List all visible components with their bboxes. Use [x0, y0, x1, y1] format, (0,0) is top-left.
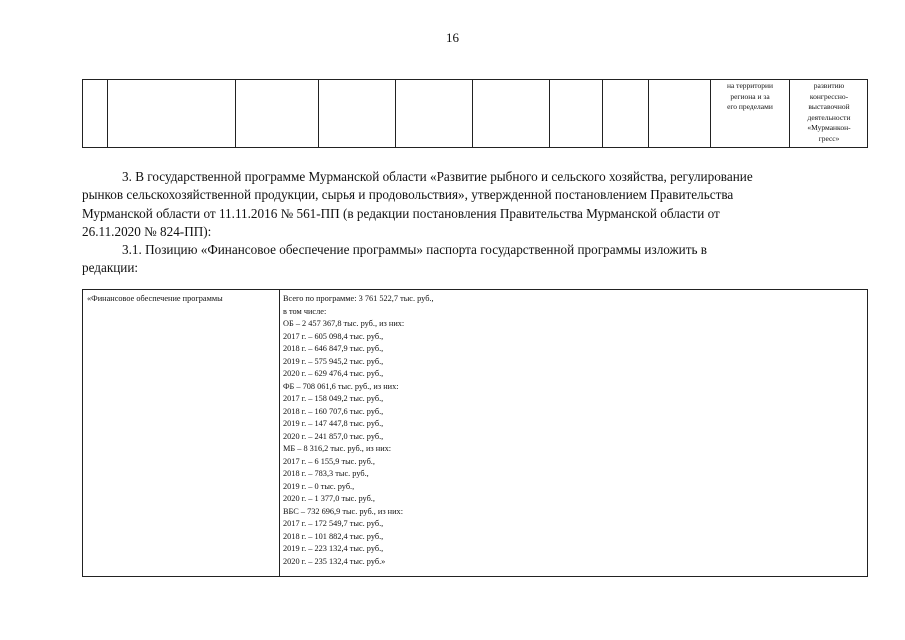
finance-line: 2017 г. – 605 098,4 тыс. руб.,: [283, 331, 384, 341]
finance-line: 2018 г. – 160 707,6 тыс. руб.,: [283, 406, 384, 416]
finance-line: в том числе:: [283, 306, 327, 316]
paragraph-line: редакции:: [82, 260, 139, 276]
finance-line: 2018 г. – 101 882,4 тыс. руб.,: [283, 531, 384, 541]
finance-line: 2017 г. – 172 549,7 тыс. руб.,: [283, 519, 384, 528]
finance-line: 2019 г. – 223 132,4 тыс. руб.,: [283, 544, 384, 553]
paragraph-item-3: [82, 168, 868, 241]
cell-line: на территории: [726, 81, 774, 90]
finance-line: ВБС – 732 696,9 тыс. руб., из них:: [283, 506, 404, 516]
table-column-divider: [395, 80, 396, 147]
paragraph-line: Мурманской области от 11.11.2016 № 561-ПП (в редакции постановления Правительства Мурманской области от: [82, 205, 720, 221]
table-cell-congress: [790, 81, 868, 144]
finance-line: 2020 г. – 241 857,0 тыс. руб.,: [283, 431, 384, 441]
cell-line: региона и за: [730, 91, 770, 101]
finance-line: 2020 г. – 629 476,4 тыс. руб.,: [283, 369, 384, 378]
table-column-divider: [472, 80, 473, 147]
cell-line: гресс»: [818, 133, 840, 143]
finance-line: 2018 г. – 783,3 тыс. руб.,: [283, 469, 369, 478]
table-column-divider: [318, 80, 319, 147]
paragraph-item-3-1: [82, 241, 868, 278]
table-column-divider: [235, 80, 236, 147]
paragraph-line: 3.1. Позицию «Финансовое обеспечение программы» паспорта государственной программы изложить в: [122, 242, 708, 257]
table-column-divider: [549, 80, 550, 147]
table-column-divider: [648, 80, 649, 147]
finance-line: 2017 г. – 6 155,9 тыс. руб.,: [283, 456, 375, 466]
finance-line: 2020 г. – 235 132,4 тыс. руб.»: [283, 556, 386, 566]
finance-line: 2017 г. – 158 049,2 тыс. руб.,: [283, 394, 384, 403]
table-column-divider: [107, 80, 108, 147]
top-table-fragment: [82, 79, 868, 148]
cell-line: деятельности: [807, 112, 851, 122]
finance-line: 2020 г. – 1 377,0 тыс. руб.,: [283, 494, 375, 503]
table-column-divider: [279, 290, 280, 576]
cell-line: его пределами: [727, 102, 773, 111]
page-number: 16: [446, 30, 459, 45]
paragraph-line: рынков сельскохозяйственной продукции, сырья и продовольствия», утвержденной постановлением Правительства: [82, 187, 734, 203]
cell-line: конгрессно-: [809, 91, 849, 101]
finance-label-cell: «Финансовое обеспечение программы: [87, 294, 223, 303]
cell-line: выставочной: [808, 102, 850, 111]
finance-line: ФБ – 708 061,6 тыс. руб., из них:: [283, 381, 399, 391]
table-cell-region: [711, 81, 789, 113]
finance-table: [82, 289, 868, 577]
cell-line: развитию: [813, 81, 845, 90]
finance-line: 2019 г. – 575 945,2 тыс. руб.,: [283, 356, 384, 366]
finance-line: ОБ – 2 457 367,8 тыс. руб., из них:: [283, 319, 405, 328]
finance-line: 2019 г. – 147 447,8 тыс. руб.,: [283, 419, 384, 428]
cell-line: «Мурманкон-: [807, 123, 851, 132]
paragraph-line: 3. В государственной программе Мурманской области «Развитие рыбного и сельского хозяйства, регулирование: [122, 169, 753, 184]
finance-line: 2018 г. – 646 847,9 тыс. руб.,: [283, 344, 384, 353]
finance-line: 2019 г. – 0 тыс. руб.,: [283, 481, 355, 491]
table-column-divider: [602, 80, 603, 147]
paragraph-line: 26.11.2020 № 824-ПП):: [82, 223, 212, 239]
finance-line: МБ – 8 316,2 тыс. руб., из них:: [283, 444, 392, 453]
finance-line: Всего по программе: 3 761 522,7 тыс. руб.,: [283, 294, 434, 303]
finance-values-cell: [283, 293, 434, 568]
